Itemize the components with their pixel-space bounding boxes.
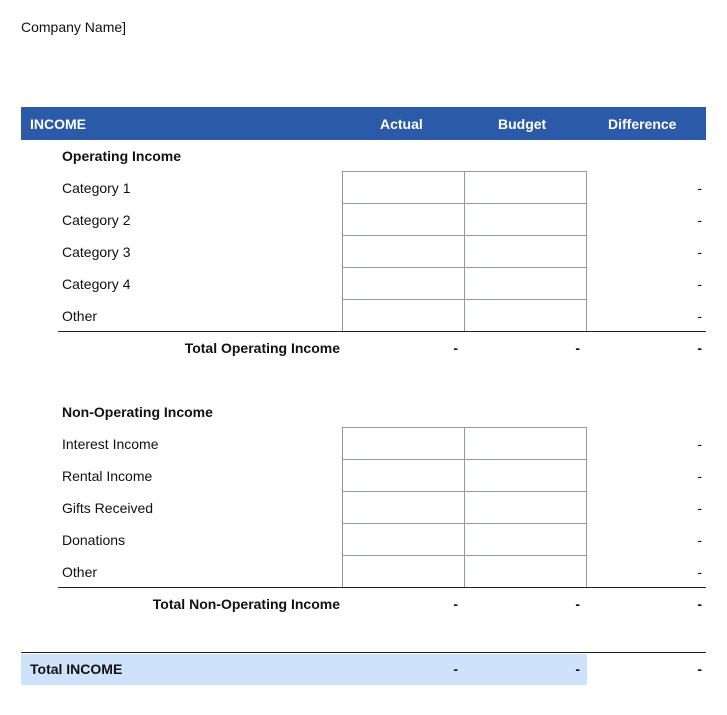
difference-value: - bbox=[697, 532, 702, 548]
total-operating-actual: - bbox=[453, 340, 458, 356]
difference-value: - bbox=[697, 244, 702, 260]
actual-input-cell[interactable] bbox=[342, 523, 465, 556]
non-operating-row-label: Donations bbox=[62, 532, 126, 548]
income-header-row bbox=[21, 107, 706, 140]
budget-input-cell[interactable] bbox=[464, 459, 587, 492]
total-non-operating-budget: - bbox=[575, 596, 580, 612]
total-non-operating-income-label: Total Non-Operating Income bbox=[152, 596, 340, 612]
operating-total-rule bbox=[58, 331, 706, 332]
budget-input-cell[interactable] bbox=[464, 171, 587, 204]
operating-row-label: Category 2 bbox=[62, 212, 131, 228]
actual-input-cell[interactable] bbox=[342, 427, 465, 460]
difference-value: - bbox=[697, 564, 702, 580]
actual-input-cell[interactable] bbox=[342, 235, 465, 268]
actual-input-cell[interactable] bbox=[342, 555, 465, 588]
non-operating-row-label: Interest Income bbox=[62, 436, 159, 452]
budget-input-cell[interactable] bbox=[464, 523, 587, 556]
difference-value: - bbox=[697, 308, 702, 324]
actual-input-cell[interactable] bbox=[342, 203, 465, 236]
non-operating-total-rule bbox=[58, 587, 706, 588]
difference-value: - bbox=[697, 468, 702, 484]
total-income-label: Total INCOME bbox=[30, 661, 123, 677]
actual-input-cell[interactable] bbox=[342, 299, 465, 332]
income-header-label: INCOME bbox=[30, 116, 86, 132]
actual-input-cell[interactable] bbox=[342, 171, 465, 204]
budget-input-cell[interactable] bbox=[464, 491, 587, 524]
total-operating-budget: - bbox=[575, 340, 580, 356]
total-income-actual: - bbox=[453, 661, 458, 677]
budget-input-cell[interactable] bbox=[464, 299, 587, 332]
actual-input-cell[interactable] bbox=[342, 459, 465, 492]
total-income-budget: - bbox=[575, 661, 580, 677]
actual-input-cell[interactable] bbox=[342, 267, 465, 300]
operating-income-title: Operating Income bbox=[62, 148, 182, 164]
operating-row-label: Other bbox=[62, 308, 98, 324]
difference-value: - bbox=[697, 276, 702, 292]
difference-value: - bbox=[697, 436, 702, 452]
budget-input-cell[interactable] bbox=[464, 427, 587, 460]
budget-input-cell[interactable] bbox=[464, 555, 587, 588]
budget-input-cell[interactable] bbox=[464, 235, 587, 268]
difference-column-header: Difference bbox=[608, 116, 677, 132]
total-non-operating-actual: - bbox=[453, 596, 458, 612]
operating-row-label: Category 4 bbox=[62, 276, 131, 292]
difference-value: - bbox=[697, 180, 702, 196]
company-name: Company Name] bbox=[21, 19, 127, 35]
non-operating-row-label: Rental Income bbox=[62, 468, 153, 484]
total-operating-income-label: Total Operating Income bbox=[184, 340, 340, 356]
difference-value: - bbox=[697, 500, 702, 516]
non-operating-row-label: Gifts Received bbox=[62, 500, 154, 516]
budget-input-cell[interactable] bbox=[464, 203, 587, 236]
difference-value: - bbox=[697, 212, 702, 228]
actual-input-cell[interactable] bbox=[342, 491, 465, 524]
budget-input-cell[interactable] bbox=[464, 267, 587, 300]
total-non-operating-difference: - bbox=[697, 596, 702, 612]
non-operating-income-title: Non-Operating Income bbox=[62, 404, 213, 420]
non-operating-row-label: Other bbox=[62, 564, 98, 580]
total-operating-difference: - bbox=[697, 340, 702, 356]
operating-row-label: Category 3 bbox=[62, 244, 131, 260]
operating-row-label: Category 1 bbox=[62, 180, 131, 196]
grand-total-rule bbox=[21, 652, 706, 653]
budget-column-header: Budget bbox=[498, 116, 547, 132]
total-income-difference: - bbox=[697, 661, 702, 677]
actual-column-header: Actual bbox=[380, 116, 423, 132]
